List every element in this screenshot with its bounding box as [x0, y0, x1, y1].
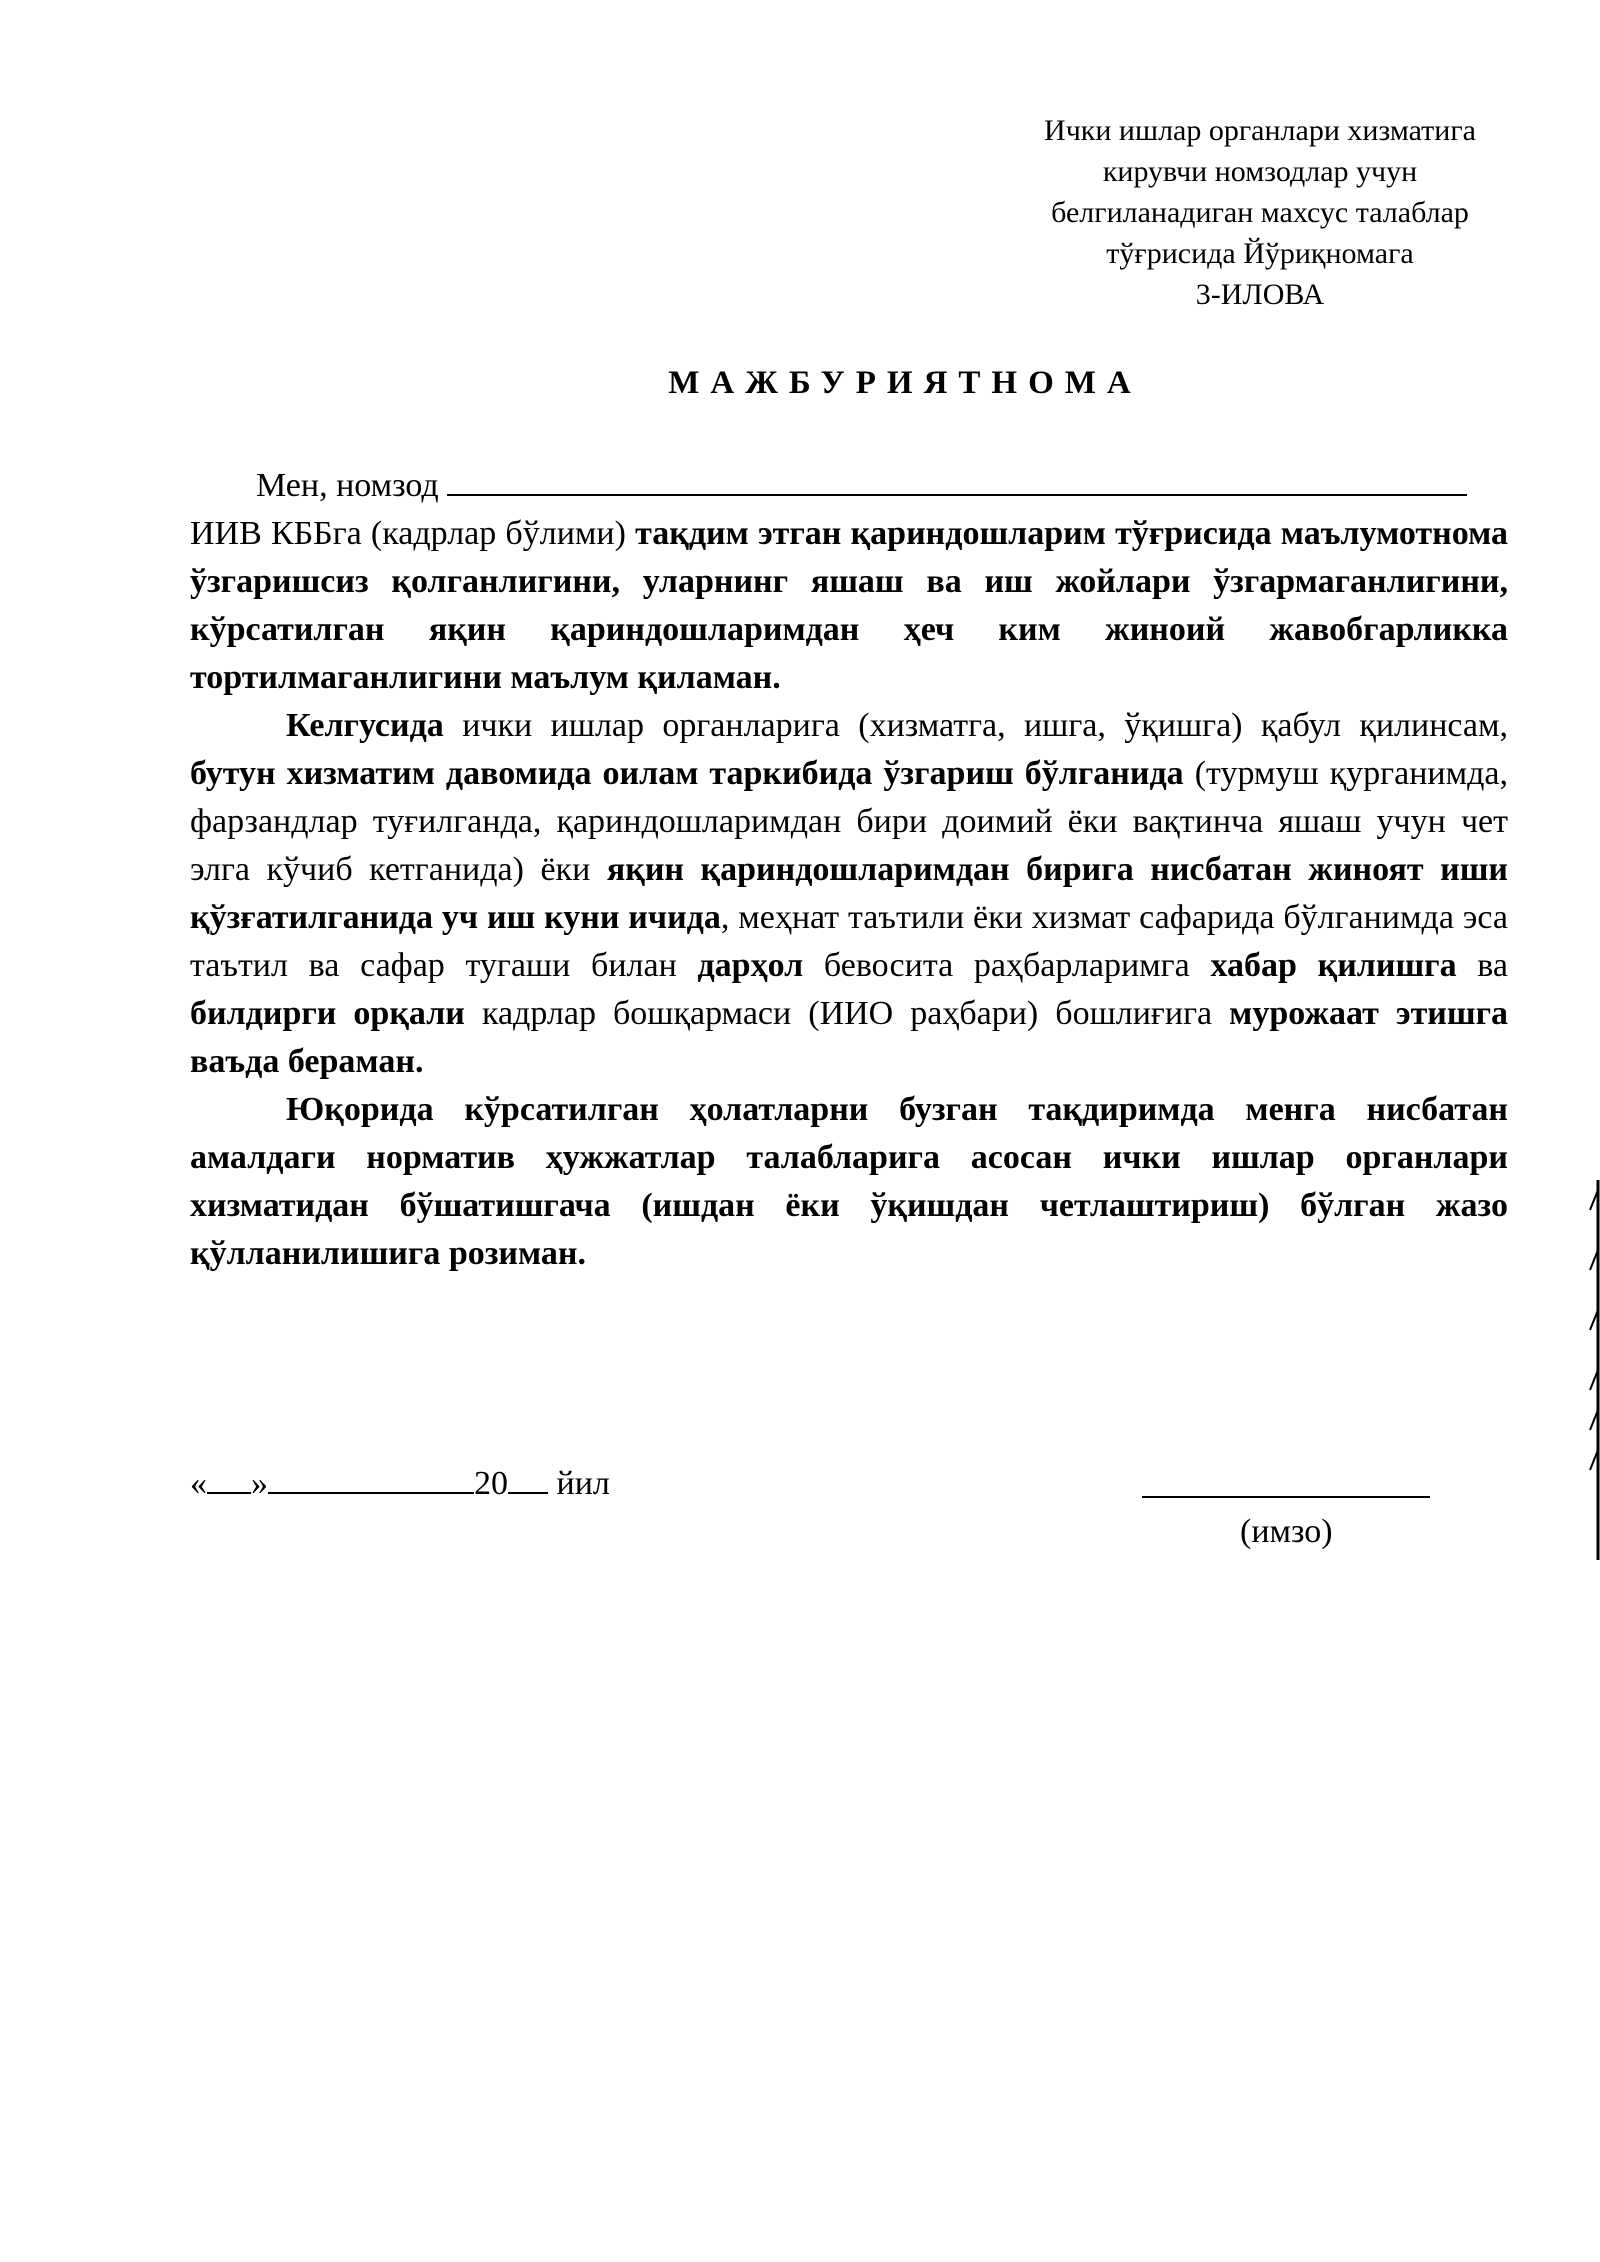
candidate-lead: Мен, номзод — [256, 467, 439, 504]
candidate-name-line — [190, 460, 1508, 510]
obligation-s4: (турмуш қурганимда, фарзандлар туғилганда, қариндошларимдан бири доимий ёки вақтинча яшаш учун чет элга кўчиб кетганида) ёки — [190, 755, 1509, 888]
annex-line-1: Ички ишлар органлари хизматига — [1044, 114, 1476, 147]
day-blank[interactable] — [207, 1462, 251, 1494]
signature-blank[interactable] — [1142, 1496, 1430, 1498]
obligation-s1: Келгусида — [286, 707, 444, 744]
obligation-s8: бевосита раҳбарларимга — [823, 947, 1190, 984]
annex-number: 3-ИЛОВА — [1195, 278, 1325, 311]
margin-scan-mark — [1588, 1180, 1600, 1560]
signature-caption: (имзо) — [1240, 1513, 1333, 1550]
annex-reference — [1000, 110, 1520, 315]
date-close-quote: » — [251, 1465, 268, 1502]
date-century: 20 — [474, 1465, 508, 1502]
obligation-s13: мурожаат этишга ваъда бераман. — [190, 995, 1509, 1080]
obligation-s3: бутун хизматим давомида оилам таркибида ўзгариш бўлганида — [190, 755, 1184, 792]
candidate-name-blank[interactable] — [447, 460, 1467, 496]
obligation-s10: ва — [1477, 947, 1508, 984]
year-word: йил — [556, 1465, 610, 1502]
document-body — [190, 460, 1508, 1278]
document-title: МАЖБУРИЯТНОМА — [668, 365, 1142, 401]
paragraph-consent — [190, 1086, 1508, 1278]
annex-line-4: тўғрисида Йўриқномага — [1106, 237, 1414, 270]
paragraph-obligation — [190, 702, 1508, 1086]
obligation-s12: кадрлар бошқармаси (ИИО раҳбари) бошлиғига — [481, 995, 1213, 1032]
annex-line-2: кирувчи номзодлар учун — [1102, 155, 1418, 188]
obligation-s5: яқин қариндошларимдан бирига нисбатан жиноят иши қўзғатилганида уч иш куни ичида — [190, 851, 1508, 936]
obligation-s7: дарҳол — [697, 947, 804, 984]
paragraph-declaration — [190, 510, 1508, 702]
obligation-s6: , меҳнат таътили ёки хизмат сафарида бўлганимда эса таътил ва сафар тугаши билан — [190, 899, 1508, 984]
year-blank[interactable] — [508, 1462, 548, 1494]
date-open-quote: « — [190, 1465, 207, 1502]
date-field — [190, 1460, 610, 1508]
obligation-s9: хабар қилишга — [1210, 947, 1457, 984]
obligation-s11: билдирги орқали — [190, 995, 465, 1032]
declaration-plain: ИИВ КББга (кадрлар бўлими) — [190, 515, 626, 552]
annex-line-3: белгиланадиган махсус талаблар — [1051, 196, 1469, 229]
obligation-s2: ички ишлар органларига (хизматга, ишга, ўқишга) қабул қилинсам, — [462, 707, 1508, 744]
month-blank[interactable] — [268, 1462, 474, 1494]
consent-text: Юқорида кўрсатилган ҳолатларни бузган тақдиримда менга нисбатан амалдаги норматив ҳужжатлар талабларига асосан ички ишлар органлари хизматидан бўшатишгача (ишдан ёки ўқишдан четлаштириш) бўлган жазо қўлланилишига розиман. — [190, 1091, 1508, 1272]
declaration-bold: тақдим этган қариндошларим тўғрисида маълумотнома ўзгаришсиз қолганлигини, уларнинг яшаш ва иш жойлари ўзгармаганлигини, кўрсатилган яқин қариндошларимдан ҳеч ким жиноий жавобгарликка тортилмаганлигини маълум қиламан. — [190, 515, 1508, 696]
